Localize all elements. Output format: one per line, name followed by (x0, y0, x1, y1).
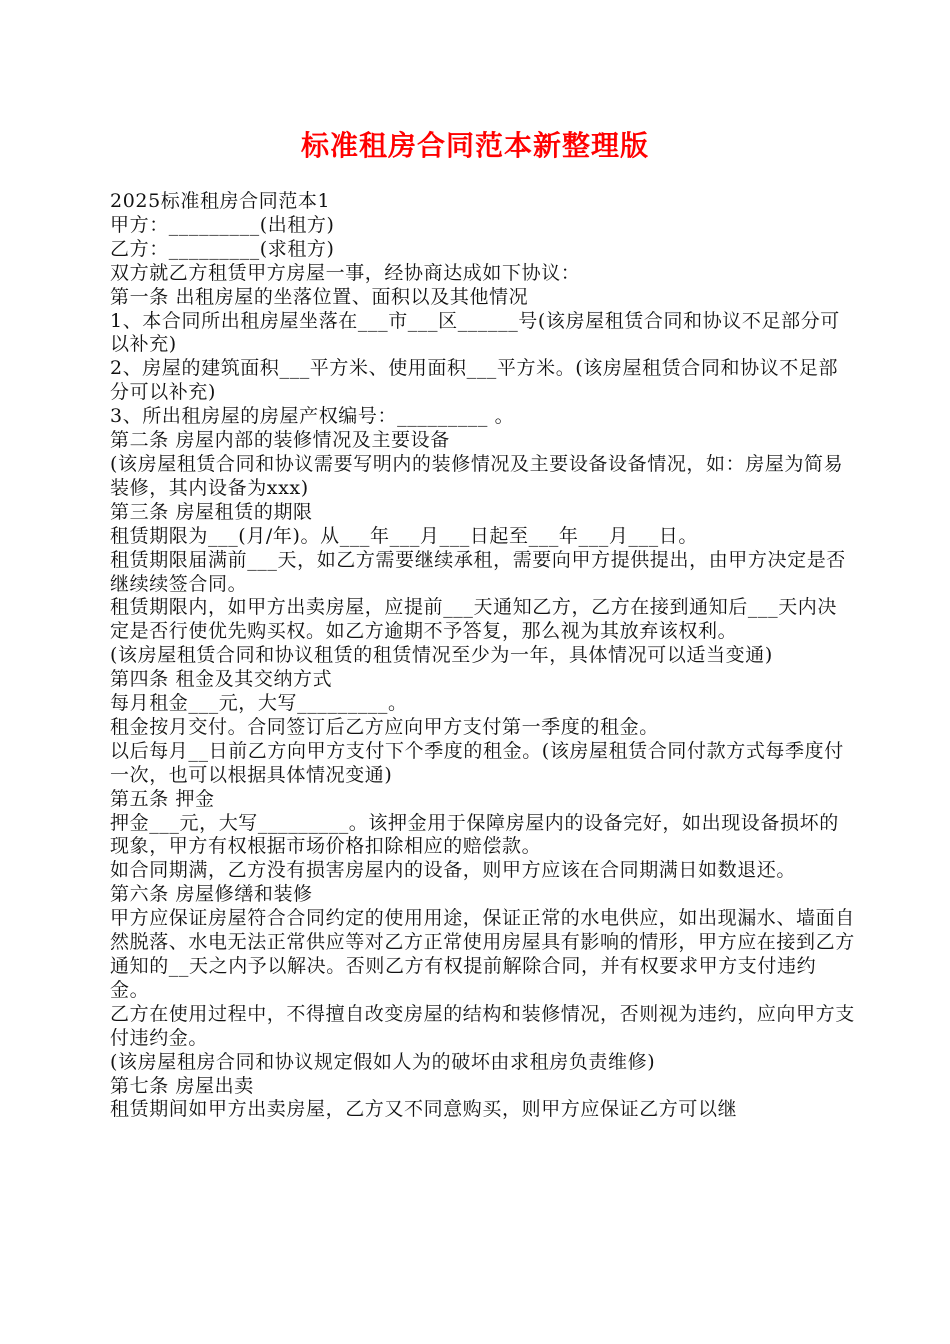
paragraph: 租赁期限届满前___天，如乙方需要继续承租，需要向甲方提供提出，由甲方决定是否继续续签合同。 (110, 548, 846, 595)
paragraph: (该房屋租赁合同和协议需要写明内的装修情况及主要设备设备情况，如：房屋为简易装修，其内设备为xxx) (110, 452, 844, 499)
paragraph: 租赁期间如甲方出卖房屋，乙方又不同意购买，则甲方应保证乙方可以继 (110, 1098, 738, 1121)
paragraph: (该房屋租赁合同和协议租赁的租赁情况至少为一年，具体情况可以适当变通) (110, 644, 773, 667)
paragraph: 租赁期限为___(月/年)。从___年___月___日起至___年___月___日。 (110, 524, 698, 547)
paragraph-party-a: 甲方：_________(出租方) (110, 213, 335, 236)
article-4-heading: 第四条 租金及其交纳方式 (110, 668, 333, 691)
paragraph-party-b: 乙方：_________(求租方) (110, 237, 335, 260)
article-5-heading: 第五条 押金 (110, 787, 215, 810)
document-body (110, 190, 855, 1122)
paragraph: 3、所出租房屋的房屋产权编号：_________ 。 (110, 405, 515, 428)
paragraph: 甲方应保证房屋符合合同约定的使用用途，保证正常的水电供应，如出现漏水、墙面自然脱落、水电无法正常供应等对乙方正常使用房屋具有影响的情形，甲方应在接到乙方通知的__天之内予以解决。否则乙方有权提前解除合同，并有权要求甲方支付违约金。 (110, 907, 855, 1001)
paragraph: 押金___元，大写_________。该押金用于保障房屋内的设备完好，如出现设备损坏的现象，甲方有权根据市场价格扣除相应的赔偿款。 (110, 811, 839, 858)
article-6-heading: 第六条 房屋修缮和装修 (110, 883, 313, 906)
paragraph: 乙方在使用过程中，不得擅自改变房屋的结构和装修情况，否则视为违约，应向甲方支付违约金。 (110, 1002, 855, 1049)
paragraph: 1、本合同所出租房屋坐落在___市___区______号(该房屋租赁合同和协议不足部分可以补充) (110, 309, 840, 356)
paragraph: 2、房屋的建筑面积___平方米、使用面积___平方米。(该房屋租赁合同和协议不足部分可以补充) (110, 357, 839, 404)
paragraph-intro: 双方就乙方租赁甲方房屋一事，经协商达成如下协议： (110, 261, 581, 284)
paragraph: 租金按月交付。合同签订后乙方应向甲方支付第一季度的租金。 (110, 715, 659, 738)
paragraph: (该房屋租房合同和协议规定假如人为的破坏由求租房负责维修) (110, 1050, 656, 1073)
article-1-heading: 第一条 出租房屋的坐落位置、面积以及其他情况 (110, 285, 529, 308)
document-title: 标准租房合同范本新整理版 (300, 129, 649, 162)
paragraph: 如合同期满，乙方没有损害房屋内的设备，则甲方应该在合同期满日如数退还。 (110, 859, 797, 882)
paragraph: 以后每月__日前乙方向甲方支付下个季度的租金。(该房屋租赁合同付款方式每季度付一次，也可以根据具体情况变通) (110, 739, 844, 786)
article-7-heading: 第七条 房屋出卖 (110, 1074, 254, 1097)
article-3-heading: 第三条 房屋租赁的期限 (110, 500, 313, 523)
article-2-heading: 第二条 房屋内部的装修情况及主要设备 (110, 429, 450, 452)
paragraph-heading: 2025标准租房合同范本1 (110, 190, 331, 212)
paragraph: 租赁期限内，如甲方出卖房屋，应提前___天通知乙方，乙方在接到通知后___天内决定是否行使优先购买权。如乙方逾期不予答复，那么视为其放弃该权利。 (110, 596, 838, 643)
paragraph: 每月租金___元，大写_________。 (110, 692, 408, 715)
